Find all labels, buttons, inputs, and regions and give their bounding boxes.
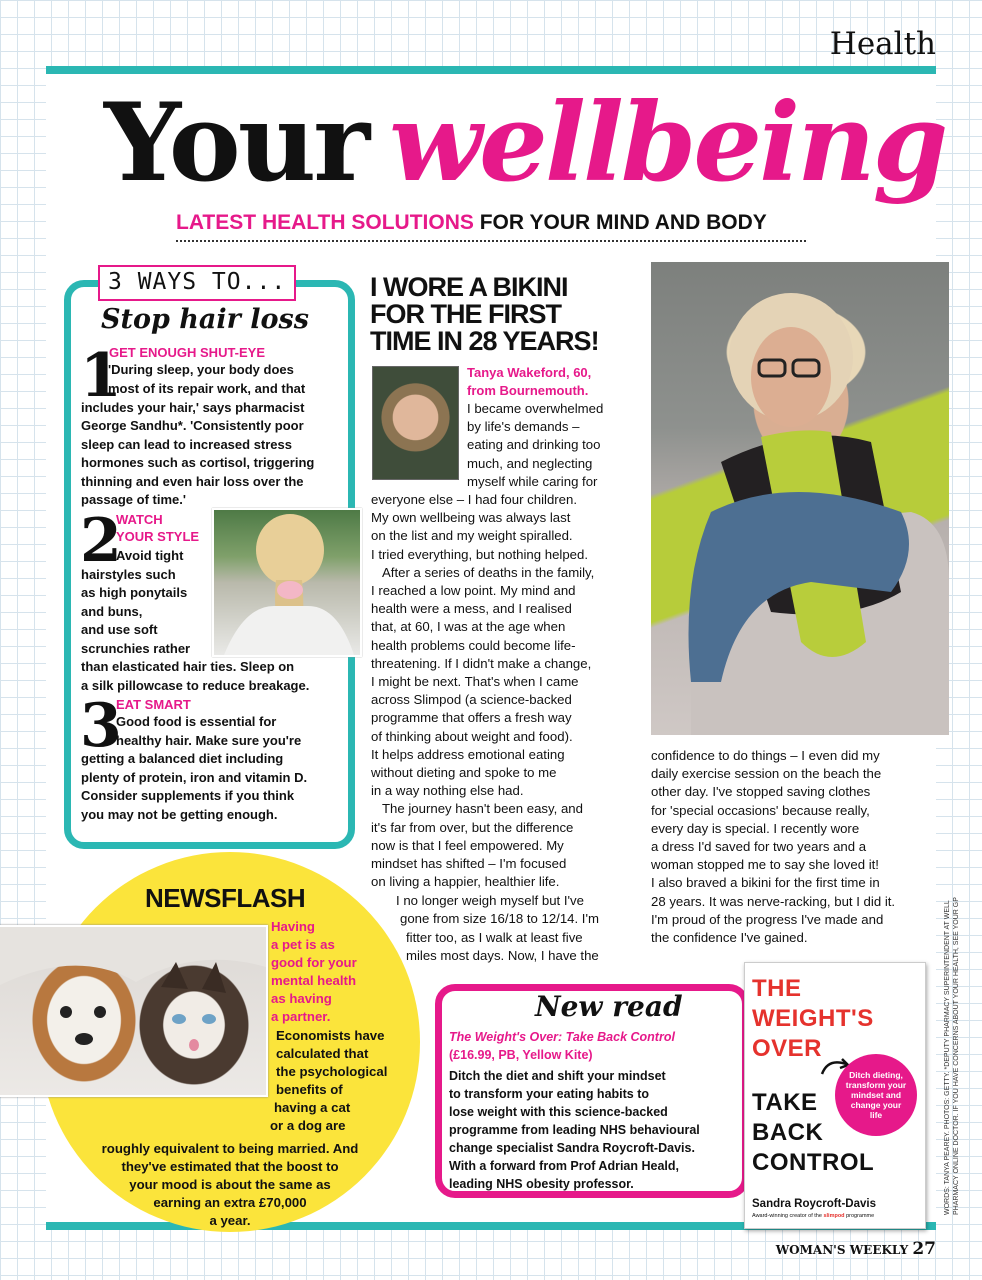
subtitle-underline bbox=[176, 240, 806, 242]
body-line: programme that offers a fresh way bbox=[371, 710, 572, 726]
book-author-sub bbox=[752, 1213, 874, 1219]
new-read-line: Ditch the diet and shift your mindset bbox=[449, 1069, 666, 1083]
newsflash-line: a year. bbox=[209, 1213, 251, 1228]
tip-2-line: a silk pillowcase to reduce breakage. bbox=[81, 678, 310, 693]
tip-1-line: most of its repair work, and that bbox=[108, 381, 306, 396]
tip-3-line: plenty of protein, iron and vitamin D. bbox=[81, 770, 308, 785]
tip-title-1: GET ENOUGH SHUT-EYE bbox=[109, 345, 266, 360]
tip-2-line: and buns, bbox=[81, 604, 143, 619]
newsflash-pink bbox=[271, 918, 357, 1026]
magazine-name: WOMAN'S WEEKLY bbox=[775, 1243, 909, 1257]
newsflash-line: having a cat bbox=[274, 1100, 351, 1115]
tip-title-3: EAT SMART bbox=[116, 697, 191, 712]
author-sub-text: Award-winning creator of the bbox=[752, 1213, 822, 1219]
newsflash-line: Economists have bbox=[276, 1028, 385, 1043]
newsflash-heading: NEWSFLASH bbox=[145, 883, 306, 913]
new-read-line: programme from leading NHS behavioural bbox=[449, 1123, 700, 1137]
body-line: I became overwhelmed bbox=[467, 401, 604, 416]
tip-2-line: hairstyles such bbox=[81, 567, 176, 582]
body-line: that, at 60, I was at the age when bbox=[371, 619, 566, 635]
body-line: a dress I'd saved for two years and a bbox=[651, 839, 867, 855]
tip-1-line: passage of time.' bbox=[81, 492, 186, 507]
cover-line: BACK bbox=[752, 1119, 824, 1146]
headline-line: I WORE A BIKINI bbox=[370, 272, 568, 302]
cover-line: THE bbox=[752, 975, 802, 1002]
subtitle bbox=[176, 211, 767, 235]
newsflash-line: they've estimated that the boost to bbox=[121, 1159, 339, 1174]
byline bbox=[467, 364, 591, 400]
new-read-line: leading NHS obesity professor. bbox=[449, 1177, 634, 1191]
body-line: now is that I feel empowered. My bbox=[371, 837, 564, 853]
tip-3-line: healthy hair. Make sure you're bbox=[116, 733, 302, 748]
body-line: woman stopped me to say she loved it! bbox=[651, 857, 879, 873]
folio bbox=[776, 1239, 936, 1259]
ponytail-illustration bbox=[214, 510, 360, 655]
tip-number-2: 2 bbox=[80, 506, 122, 576]
pets-illustration bbox=[0, 927, 266, 1095]
body-line: health problems could become life- bbox=[371, 637, 576, 653]
body-line: fitter too, as I walk at least five bbox=[406, 930, 583, 945]
new-read-line: change specialist Sandra Roycroft-Davis. bbox=[449, 1141, 695, 1155]
tip-2-line: as high ponytails bbox=[81, 585, 188, 600]
newsflash-pink-line: a pet is as bbox=[271, 937, 335, 952]
tanya-main-photo bbox=[651, 262, 949, 735]
new-read-heading: New read bbox=[535, 990, 683, 1023]
tip-3-line: getting a balanced diet including bbox=[81, 751, 284, 766]
newsflash-pink-line: good for your bbox=[271, 955, 357, 970]
body-line: of thinking about weight and food). bbox=[371, 728, 573, 744]
article-column-2 bbox=[651, 747, 895, 947]
photo-credit bbox=[943, 815, 961, 1215]
new-read-body bbox=[449, 1067, 700, 1193]
book-title-text: The Weight's Over: Take Back Control bbox=[449, 1030, 675, 1044]
body-line: eating and drinking too bbox=[467, 437, 601, 453]
body-line: I tried everything, but nothing helped. bbox=[371, 546, 589, 562]
subtitle-black: FOR YOUR MIND AND BODY bbox=[479, 211, 767, 234]
woman-on-sofa-illustration bbox=[651, 262, 949, 735]
tip-2-line: than elasticated hair ties. Sleep on bbox=[81, 659, 295, 674]
cover-line: WEIGHT'S bbox=[752, 1005, 874, 1032]
newsflash-line: earning an extra £70,000 bbox=[153, 1195, 307, 1210]
newsflash-pink-line: as having bbox=[271, 991, 332, 1006]
ponytail-photo bbox=[212, 508, 362, 657]
tip-2-line: scrunchies rather bbox=[81, 641, 191, 656]
tanya-portrait-photo bbox=[372, 366, 459, 480]
body-line: I'm proud of the progress I've made and bbox=[651, 911, 884, 927]
body-line: every day is special. I recently wore bbox=[651, 820, 860, 836]
credit-line: PHARMACY ONLINE DOCTOR. IF YOU HAVE CONCERNS ABOUT YOUR HEALTH, SEE YOUR GP bbox=[953, 897, 960, 1215]
newsflash-pink-line: mental health bbox=[271, 973, 357, 988]
body-line: across Slimpod (a science-backed bbox=[371, 692, 572, 708]
tip-2-line: and use soft bbox=[81, 622, 158, 637]
newsflash-line: benefits of bbox=[276, 1082, 343, 1097]
body-line: on the list and my weight spiralled. bbox=[371, 528, 573, 544]
body-line: After a series of deaths in the family, bbox=[371, 564, 595, 580]
newsflash-pink-line: a partner. bbox=[271, 1009, 331, 1024]
headline-line: FOR THE FIRST bbox=[370, 299, 561, 329]
title-wellbeing: wellbeing bbox=[389, 80, 946, 206]
cover-line: OVER bbox=[752, 1035, 823, 1062]
tip-2-line: Avoid tight bbox=[116, 548, 184, 563]
body-line: gone from size 16/18 to 12/14. I'm bbox=[400, 911, 599, 926]
credit-line: WORDS: TANYA PEAREY. PHOTOS: GETTY. *DEPUTY PHARMACY SUPERINTENDENT AT WELL bbox=[944, 900, 951, 1215]
body-line: for 'special occasions' because really, bbox=[651, 802, 870, 818]
cover-line: TAKE bbox=[752, 1089, 818, 1116]
body-line: daily exercise session on the beach the bbox=[651, 766, 882, 782]
newsflash-pink-line: Having bbox=[271, 919, 315, 934]
body-line: it's far from over, but the difference bbox=[371, 819, 574, 835]
ways-label: 3 WAYS TO... bbox=[98, 265, 296, 301]
body-line: on living a happier, healthier life. bbox=[371, 874, 560, 890]
newsflash-line: or a dog are bbox=[270, 1118, 346, 1133]
body-line: I also braved a bikini for the first time in bbox=[651, 875, 880, 891]
headline-line: TIME IN 28 YEARS! bbox=[370, 326, 599, 356]
newsflash-line: the psychological bbox=[276, 1064, 388, 1079]
tip-number-3: 3 bbox=[80, 691, 122, 761]
body-line: 28 years. It was nerve-racking, but I did it. bbox=[651, 893, 896, 909]
cover-line: CONTROL bbox=[752, 1149, 875, 1176]
body-line: I reached a low point. My mind and bbox=[371, 583, 576, 599]
tip-title-2: YOUR STYLE bbox=[116, 529, 200, 544]
body-line: I no longer weigh myself but I've bbox=[396, 893, 584, 908]
body-line: The journey hasn't been easy, and bbox=[371, 801, 583, 817]
newsflash-body bbox=[270, 1027, 388, 1135]
book-author: Sandra Roycroft-Davis bbox=[752, 1198, 876, 1210]
tip-1-line: hormones such as cortisol, triggering bbox=[81, 455, 315, 470]
section-label: Health bbox=[829, 26, 936, 62]
subtitle-pink: LATEST HEALTH SOLUTIONS bbox=[176, 211, 474, 234]
tip-title-2: WATCH bbox=[116, 512, 163, 527]
page-number: 27 bbox=[912, 1239, 936, 1259]
tip-1-line: thinning and even hair loss over the bbox=[81, 474, 304, 489]
new-read-line: to transform your eating habits to bbox=[449, 1087, 650, 1101]
tip-1-line: sleep can lead to increased stress bbox=[81, 437, 292, 452]
new-read-line: With a forward from Prof Adrian Heald, bbox=[449, 1159, 679, 1173]
body-line: I might be next. That's when I came bbox=[371, 674, 579, 690]
byline-line: Tanya Wakeford, 60, bbox=[467, 365, 592, 380]
tip-3-line: Good food is essential for bbox=[116, 714, 277, 729]
newsflash-body-wide bbox=[40, 1140, 420, 1230]
slimpod-brand: slimpod bbox=[823, 1213, 845, 1219]
body-line: health were a mess, and I realised bbox=[371, 601, 572, 617]
top-rule bbox=[46, 66, 936, 74]
brand-sub: programme bbox=[846, 1213, 875, 1219]
book-details: (£16.99, PB, Yellow Kite) bbox=[449, 1048, 593, 1062]
book-badge: Ditch dieting, transform your mindset and change your life bbox=[835, 1054, 917, 1136]
tip-number-1: 1 bbox=[80, 341, 122, 411]
newsflash-line: your mood is about the same as bbox=[129, 1177, 331, 1192]
article-column-1 bbox=[371, 491, 594, 891]
title-your: Your bbox=[104, 80, 368, 206]
dog-and-cat-photo bbox=[0, 925, 268, 1097]
body-line: myself while caring for bbox=[467, 473, 598, 489]
body-line: much, and neglecting bbox=[467, 455, 593, 471]
tip-1-line: includes your hair,' says pharmacist bbox=[81, 400, 305, 415]
body-line: confidence to do things – I even did my bbox=[651, 748, 880, 763]
tip-3-line: you may not be getting enough. bbox=[81, 807, 278, 822]
body-line: everyone else – I had four children. bbox=[371, 492, 577, 507]
body-line: miles most days. Now, I have the bbox=[406, 948, 599, 963]
tip-1-line: George Sandhu*. 'Consistently poor bbox=[81, 418, 304, 433]
hair-heading: Stop hair loss bbox=[101, 304, 309, 335]
article-intro bbox=[467, 400, 603, 491]
body-line: mindset has shifted – I'm focused bbox=[371, 856, 567, 872]
body-line: the confidence I've gained. bbox=[651, 930, 808, 946]
body-line: without dieting and spoke to me bbox=[371, 765, 557, 781]
body-line: My own wellbeing was always last bbox=[371, 510, 571, 526]
tip-1-line: 'During sleep, your body does bbox=[108, 362, 294, 377]
byline-line: from Bournemouth. bbox=[467, 383, 589, 398]
tip-3-line: Consider supplements if you think bbox=[81, 788, 295, 803]
body-line: by life's demands – bbox=[467, 419, 580, 435]
new-read-line: lose weight with this science-backed bbox=[449, 1105, 668, 1119]
newsflash-line: roughly equivalent to being married. And bbox=[101, 1141, 359, 1156]
body-line: in a way nothing else had. bbox=[371, 783, 524, 799]
body-line: threatening. If I didn't make a change, bbox=[371, 655, 592, 671]
article-headline bbox=[370, 274, 640, 355]
body-line: It helps address emotional eating bbox=[371, 746, 565, 762]
body-line: other day. I've stopped saving clothes bbox=[651, 784, 871, 800]
book-cover-title bbox=[752, 974, 874, 1064]
page-title bbox=[104, 78, 945, 208]
newsflash-line: calculated that bbox=[276, 1046, 369, 1061]
